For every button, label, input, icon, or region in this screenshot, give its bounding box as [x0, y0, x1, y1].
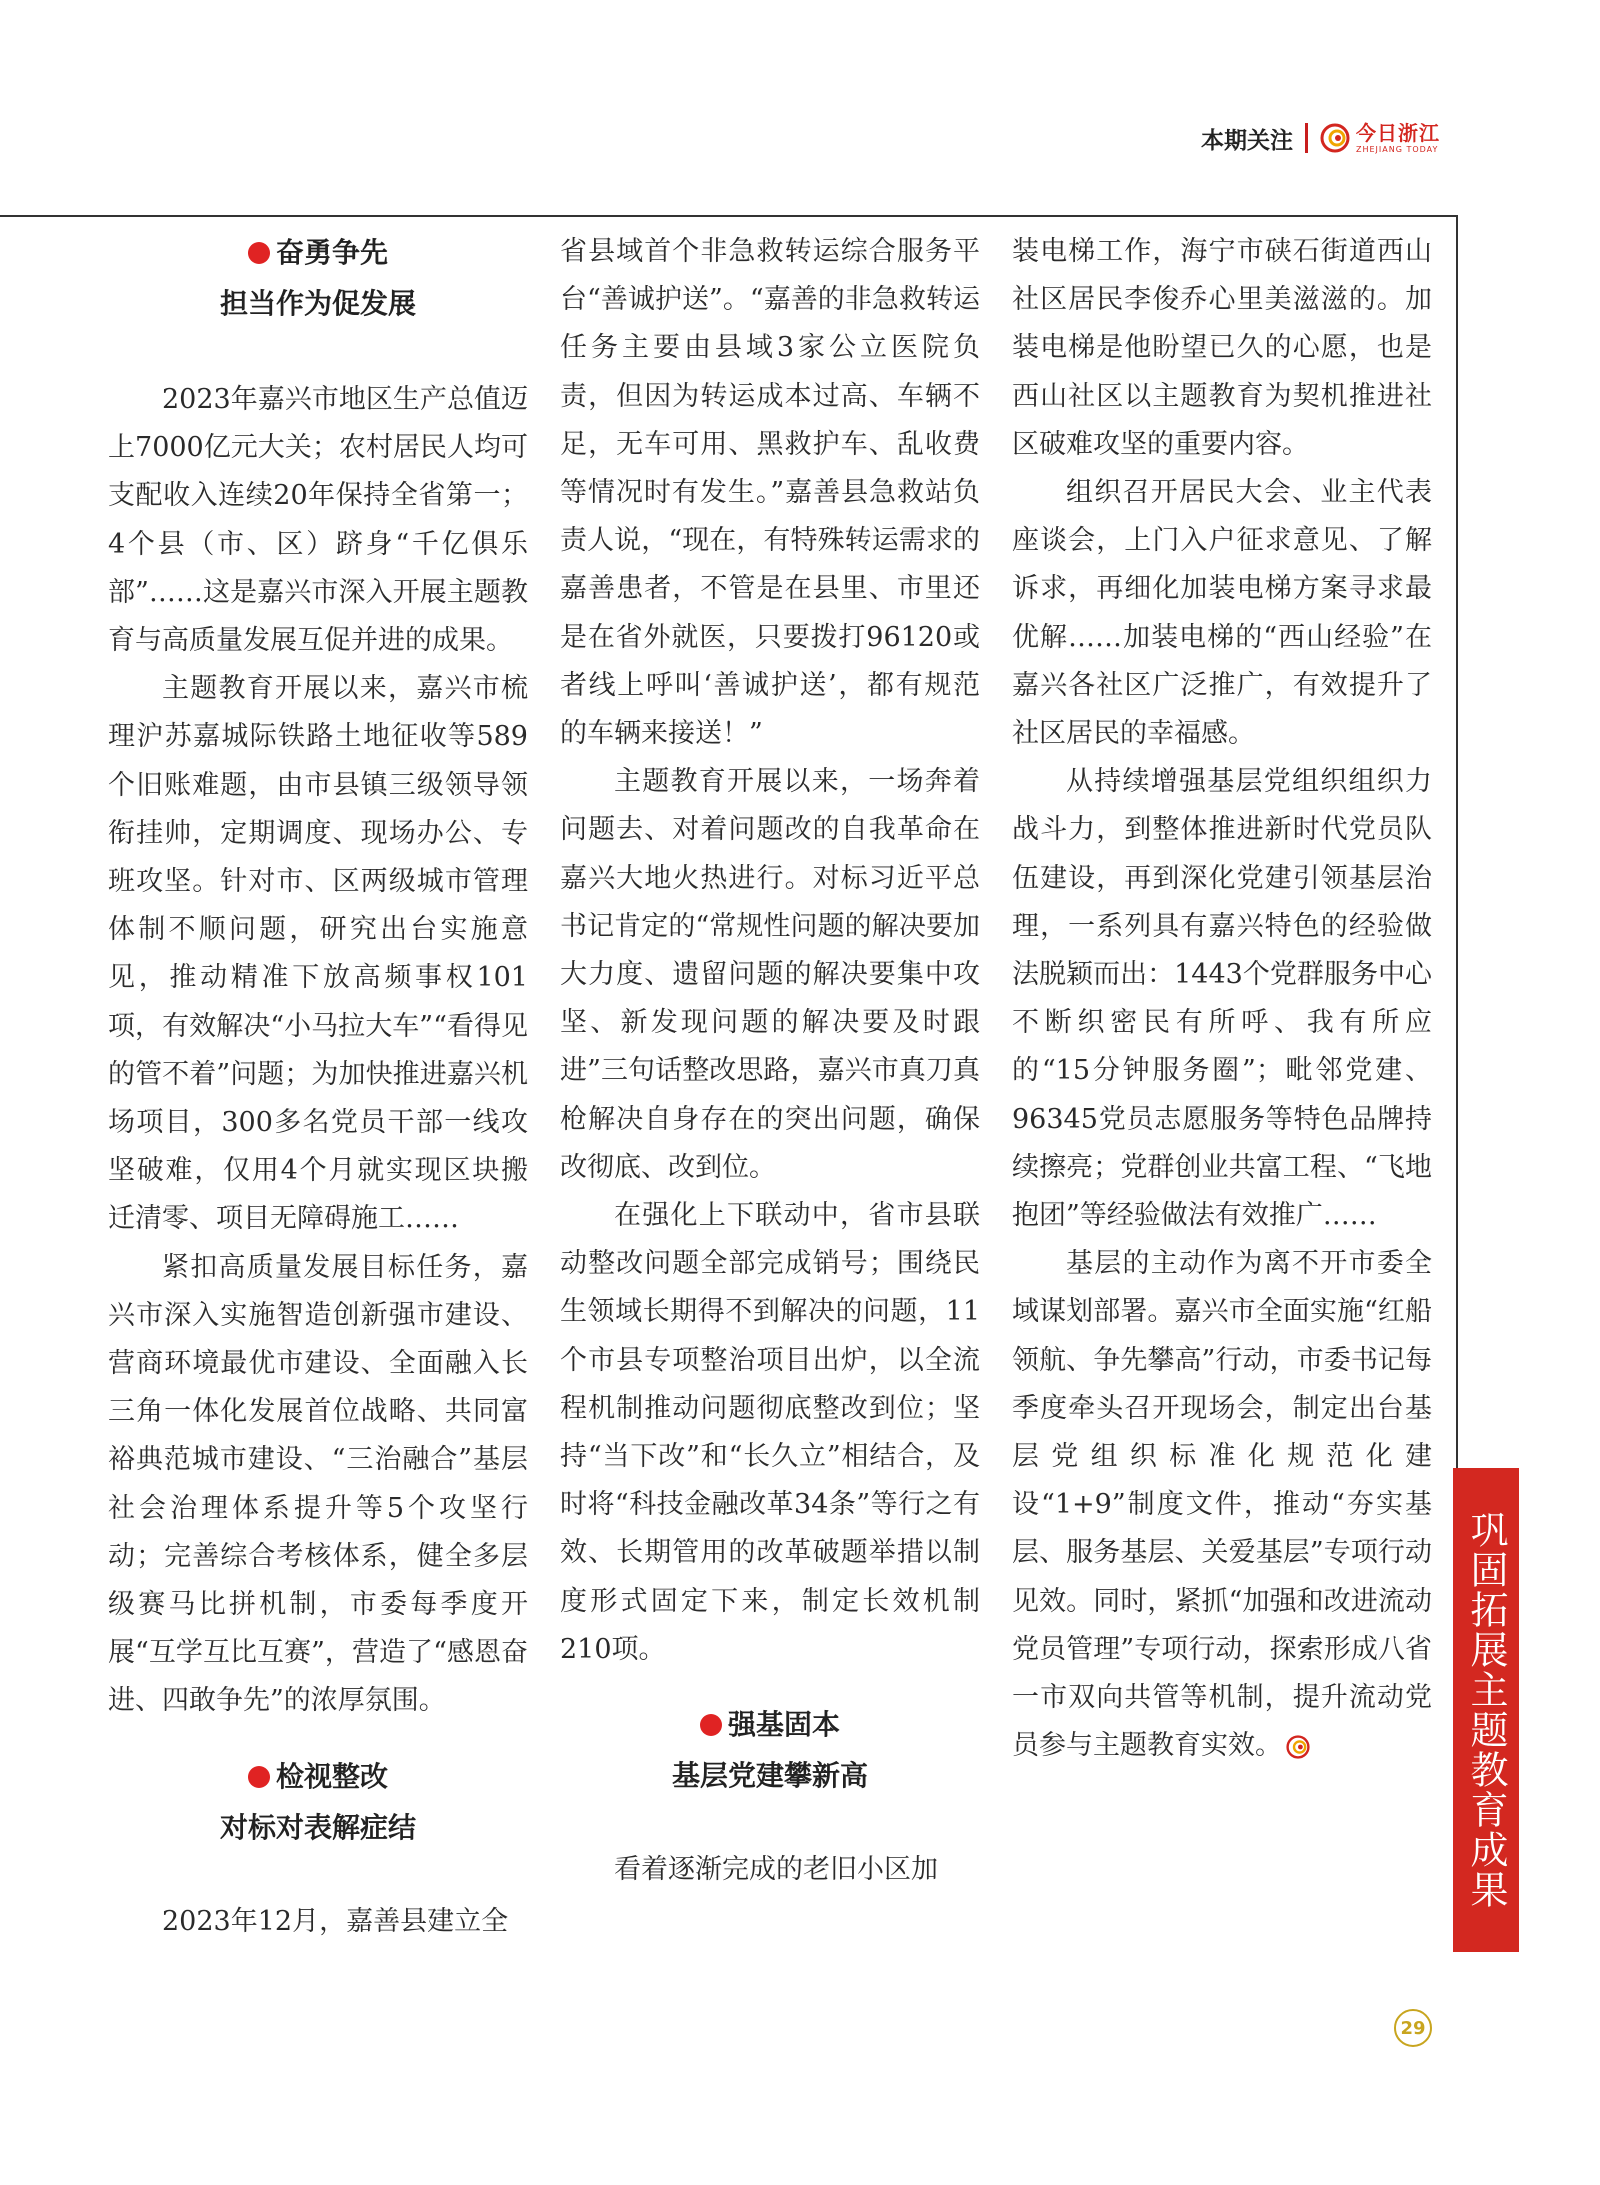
- section-subtitle: 对标对表解症结: [219, 1810, 416, 1844]
- side-tag-text: 巩固拓展主题教育成果: [1464, 1510, 1508, 1910]
- paragraph: 2023年12月，嘉善县建立全: [162, 1905, 509, 1937]
- paragraph: 紧扣高质量发展目标任务，嘉兴市深入实施智造创新强市建设、营商环境最优市建设、全面融入长三角一体化发展首位战略、共同富裕典范城市建设、“三治融合”基层社会治理体系提升等5个攻坚行动；完善综合考核体系，健全多层级赛马比拼机制，市委每季度开展“互学互比互赛”，营造了“感恩奋进、四敢争先”的浓厚氛围。: [108, 1251, 528, 1717]
- page-number: 29: [1394, 2009, 1432, 2047]
- column-3: [1012, 228, 1432, 1771]
- bullet-dot-icon: [700, 1714, 722, 1736]
- paragraph-text: 基层的主动作为离不开市委全域谋划部署。嘉兴市全面实施“红船领航、争先攀高”行动，市委书记每季度牵头召开现场会，制定出台基层党组织标准化规范化建设“1+9”制度文件，推动“夯实基层、服务基层、关爱基层”专项行动见效。同时，紧抓“加强和改进流动党员管理”专项行动，探索形成八省一市双向共管等机制，提升流动党员参与主题教育实效。: [1012, 1248, 1432, 1762]
- paragraph: 组织召开居民大会、业主代表座谈会，上门入户征求意见、了解诉求，再细化加装电梯方案寻求最优解……加装电梯的“西山经验”在嘉兴各社区广泛推广，有效提升了社区居民的幸福感。: [1012, 477, 1432, 750]
- paragraph: 装电梯工作，海宁市硖石街道西山社区居民李俊乔心里美滋滋的。加装电梯是他盼望已久的心愿，也是西山社区以主题教育为契机推进社区破难攻坚的重要内容。: [1012, 236, 1432, 460]
- paragraph: 看着逐渐完成的老旧小区加: [614, 1854, 938, 1886]
- section-heading-2: [108, 1752, 528, 1854]
- column-2: [560, 228, 980, 1894]
- bullet-dot-icon: [248, 1766, 270, 1788]
- section-heading-3: [560, 1700, 980, 1802]
- right-rule: [1456, 215, 1458, 1470]
- section-subtitle: 担当作为促发展: [219, 287, 416, 320]
- logo-title: 今日浙江: [1356, 120, 1440, 145]
- bullet-dot-icon: [248, 242, 270, 264]
- paragraph: 在强化上下联动中，省市县联动整改问题全部完成销号；围绕民生领域长期得不到解决的问题，11个市县专项整治项目出炉，以全流程机制推动问题彻底整改到位；坚持“当下改”和“长久立”相结合，及时将“科技金融改革34条”等行之有效、长期管用的改革破题举措以制度形式固定下来，制定长效机制210项。: [560, 1200, 980, 1665]
- paragraph: 主题教育开展以来，嘉兴市梳理沪苏嘉城际铁路土地征收等589个旧账难题，由市县镇三级领导领衔挂帅，定期调度、现场办公、专班攻坚。针对市、区两级城市管理体制不顺问题，研究出台实施意见，推动精准下放高频事权101项，有效解决“小马拉大车”“看得见的管不着”问题；为加快推进嘉兴机场项目，300多名党员干部一线攻坚破难，仅用4个月就实现区块搬迁清零、项目无障碍施工……: [108, 673, 528, 1235]
- section-subtitle: 基层党建攀新高: [671, 1759, 868, 1793]
- top-rule: [0, 215, 1458, 217]
- section-title: 强基固本: [727, 1708, 840, 1742]
- end-mark-icon: [1286, 1735, 1310, 1759]
- section-heading-1: [108, 228, 528, 330]
- paragraph: 从持续增强基层党组织组织力战斗力，到整体推进新时代党员队伍建设，再到深化党建引领基层治理，一系列具有嘉兴特色的经验做法脱颖而出：1443个党群服务中心不断织密民有所呼、我有所应的“15分钟服务圈”；毗邻党建、96345党员志愿服务等特色品牌持续擦亮；党群创业共富工程、“飞地抱团”等经验做法有效推广……: [1012, 766, 1432, 1232]
- paragraph: [1012, 1240, 1432, 1770]
- page-header: [1201, 118, 1440, 158]
- paragraph: 省县域首个非急救转运综合服务平台“善诚护送”。“嘉善的非急救转运任务主要由县域3家公立医院负责，但因为转运成本过高、车辆不足，无车可用、黑救护车、乱收费等情况时有发生。”嘉善县急救站负责人说，“现在，有特殊转运需求的嘉善患者，不管是在县里、市里还是在省外就医，只要拨打96120或者线上呼叫‘善诚护送’，都有规范的车辆来接送！”: [560, 236, 980, 750]
- section-title: 奋勇争先: [275, 236, 388, 269]
- section-title: 检视整改: [275, 1759, 388, 1793]
- logo-subtitle: ZHEJIANG TODAY: [1356, 144, 1439, 154]
- section-label: 本期关注: [1201, 127, 1293, 154]
- header-divider: [1305, 123, 1308, 153]
- column-1: [108, 228, 528, 1946]
- paragraph: 2023年嘉兴市地区生产总值迈上7000亿元大关；农村居民人均可支配收入连续20年保持全省第一；4个县（市、区）跻身“千亿俱乐部”……这是嘉兴市深入开展主题教育与高质量发展互促并进的成果。: [108, 384, 528, 657]
- logo-icon: [1320, 123, 1350, 153]
- paragraph: 主题教育开展以来，一场奔着问题去、对着问题改的自我革命在嘉兴大地火热进行。对标习近平总书记肯定的“常规性问题的解决要加大力度、遗留问题的解决要集中攻坚、新发现问题的解决要及时跟进”三句话整改思路，嘉兴市真刀真枪解决自身存在的突出问题，确保改彻底、改到位。: [560, 766, 980, 1183]
- side-tag: [1453, 1468, 1519, 1952]
- magazine-logo: [1320, 120, 1440, 154]
